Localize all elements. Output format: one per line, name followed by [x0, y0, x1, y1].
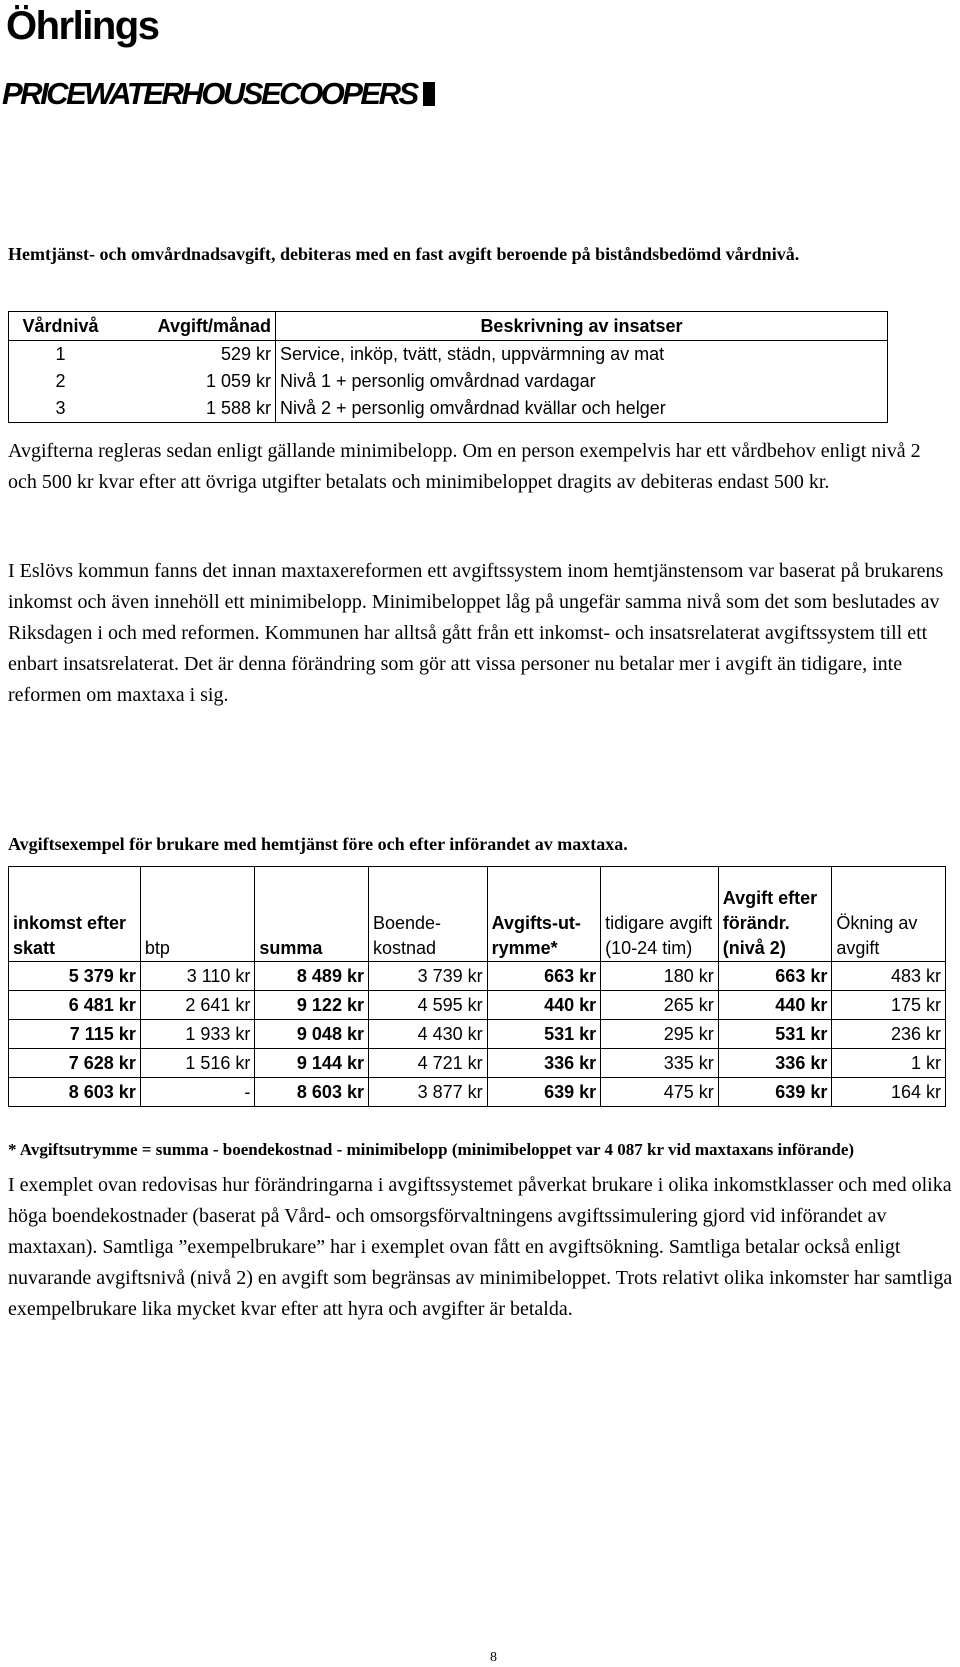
table-row [9, 991, 946, 1020]
table-row [9, 1049, 946, 1078]
column-header: Vårdnivå [9, 312, 113, 341]
example-heading: Avgiftsexempel för brukare med hemtjänst före och efter införandet av maxtaxa. [8, 834, 628, 854]
column-header: Avgift efter förändr. (nivå 2) [718, 867, 832, 962]
table-cell: 531 kr [487, 1020, 601, 1049]
table-cell: 1 kr [832, 1049, 946, 1078]
table-row [9, 395, 888, 423]
table-cell: 8 603 kr [9, 1078, 141, 1107]
section-heading: Hemtjänst- och omvårdnadsavgift, debiteras med en fast avgift beroende på biståndsbedömd vårdnivå. [8, 244, 800, 264]
column-header: Boende-kostnad [368, 867, 487, 962]
table-cell: 4 595 kr [368, 991, 487, 1020]
table-row [9, 1020, 946, 1049]
table-cell: 1 059 kr [112, 368, 276, 395]
table-cell: 336 kr [487, 1049, 601, 1078]
table-cell: 335 kr [601, 1049, 719, 1078]
care-level-table [8, 311, 888, 423]
paragraph: I Eslövs kommun fanns det innan maxtaxereformen ett avgiftssystem inom hemtjänstensom var baserat på brukarens inkomst och även innehöll ett minimibelopp. Minimibeloppet låg på ungefär samma nivå som det som beslutades av Riksdagen i och med reformen. Kommunen har alltså gått från ett inkomst- och insatsrelaterat avgiftssystem till ett enbart insatsrelaterat. Det är denna förändring som gör att vissa personer nu betalar mer i avgift än tidigare, inte reformen om maxtaxa i sig. [8, 560, 944, 706]
pwc-logo [2, 78, 435, 109]
fee-example-table [8, 866, 946, 1107]
table-cell: Nivå 2 + personlig omvårdnad kvällar och helger [280, 398, 666, 418]
table-cell: 531 kr [718, 1020, 832, 1049]
table-cell: 6 481 kr [9, 991, 141, 1020]
ohrlings-logo: Öhrlings [6, 4, 159, 48]
table-cell: Service, inköp, tvätt, städn, uppvärmning av mat [280, 344, 665, 364]
table-cell: 9 122 kr [255, 991, 369, 1020]
table-cell: 4 430 kr [368, 1020, 487, 1049]
footnote: * Avgiftsutrymme = summa - boendekostnad - minimibelopp (minimibeloppet var 4 087 kr vid maxtaxans införande) [8, 1140, 855, 1159]
table-cell: 175 kr [832, 991, 946, 1020]
table-cell: 529 kr [112, 341, 276, 369]
table-cell: 475 kr [601, 1078, 719, 1107]
paragraph: Avgifterna regleras sedan enligt gällande minimibelopp. Om en person exempelvis har ett vårdbehov enligt nivå 2 och 500 kr kvar efter att övriga utgifter betalats och minimibeloppet dragits av debiteras endast 500 kr. [8, 440, 921, 493]
table-cell: 2 [55, 371, 66, 391]
table-cell: 236 kr [832, 1020, 946, 1049]
paragraph: I exemplet ovan redovisas hur förändringarna i avgiftssystemet påverkat brukare i olika inkomstklasser och med olika höga boendekostnader (baserat på Vård- och omsorgsförvaltningens avgiftssimulering gjord vid införandet av maxtaxan). Samtliga ”exempelbrukare” har i exemplet ovan fått en avgiftsökning. Samtliga betalar också enligt nuvarande avgiftsnivå (nivå 2) en avgift som begränsas av minimibeloppet. Trots relativt olika inkomster har samtliga exempelbrukare lika mycket kvar efter att hyra och avgifter är betalda. [8, 1174, 953, 1320]
table-cell: 4 721 kr [368, 1049, 487, 1078]
table-cell: 8 489 kr [255, 962, 369, 991]
column-header: Ökning av avgift [832, 867, 946, 962]
table-cell: 1 516 kr [140, 1049, 255, 1078]
table-cell: 5 379 kr [9, 962, 141, 991]
table-cell: 2 641 kr [140, 991, 255, 1020]
column-header: btp [140, 867, 255, 962]
pwc-logo-mark [423, 82, 435, 106]
table-header-row [9, 867, 946, 962]
table-row [9, 341, 888, 369]
table-cell: 1 [55, 344, 66, 364]
table-cell: 440 kr [718, 991, 832, 1020]
table-row [9, 1078, 946, 1107]
column-header: Beskrivning av insatser [276, 312, 888, 341]
column-header: tidigare avgift (10-24 tim) [601, 867, 719, 962]
table-cell: 639 kr [718, 1078, 832, 1107]
table-cell: 8 603 kr [255, 1078, 369, 1107]
table-cell: 663 kr [718, 962, 832, 991]
table-cell: 483 kr [832, 962, 946, 991]
table-cell: 265 kr [601, 991, 719, 1020]
pwc-logo-text: PRICEWATERHOUSECOOPERS [2, 76, 417, 111]
table-cell: 7 115 kr [9, 1020, 141, 1049]
column-header: Avgifts-ut-rymme* [487, 867, 601, 962]
table-cell: 9 048 kr [255, 1020, 369, 1049]
table-cell: 3 739 kr [368, 962, 487, 991]
table-cell: 663 kr [487, 962, 601, 991]
table-row [9, 368, 888, 395]
table-cell: 180 kr [601, 962, 719, 991]
table-cell: 7 628 kr [9, 1049, 141, 1078]
column-header: inkomst efter skatt [9, 867, 141, 962]
table-header-row [9, 312, 888, 341]
table-cell: 639 kr [487, 1078, 601, 1107]
column-header: Avgift/månad [112, 312, 276, 341]
page-number: 8 [490, 1650, 497, 1665]
table-cell: 3 110 kr [140, 962, 255, 991]
column-header: summa [255, 867, 369, 962]
table-cell: 9 144 kr [255, 1049, 369, 1078]
table-cell: - [140, 1078, 255, 1107]
table-cell: 336 kr [718, 1049, 832, 1078]
table-cell: 295 kr [601, 1020, 719, 1049]
table-cell: 3 877 kr [368, 1078, 487, 1107]
table-cell: 164 kr [832, 1078, 946, 1107]
table-row [9, 962, 946, 991]
table-cell: 1 588 kr [112, 395, 276, 423]
table-cell: 3 [55, 398, 66, 418]
table-cell: 440 kr [487, 991, 601, 1020]
table-cell: Nivå 1 + personlig omvårdnad vardagar [280, 371, 596, 391]
table-cell: 1 933 kr [140, 1020, 255, 1049]
